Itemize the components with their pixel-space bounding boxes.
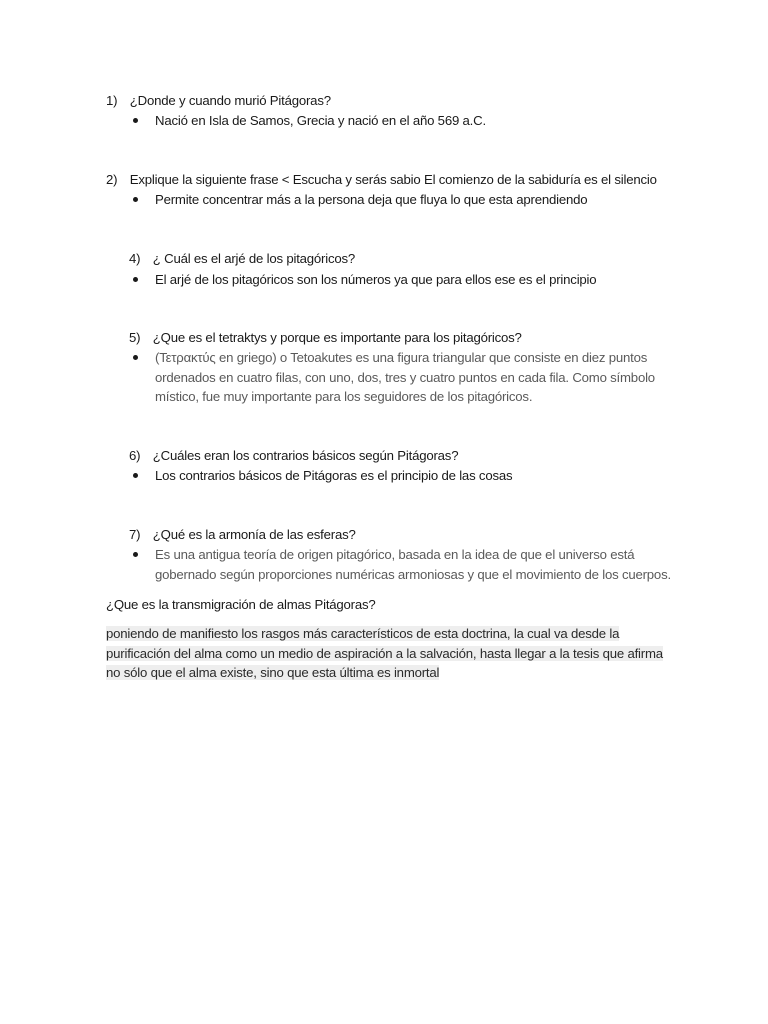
bullet-icon <box>133 277 138 282</box>
question-number: 6) <box>129 448 141 463</box>
highlighted-line: poniendo de manifiesto los rasgos más característicos de esta doctrina, la cual va desde la <box>106 626 620 641</box>
question-text: ¿Cuáles eran los contrarios básicos según Pitágoras? <box>152 448 459 463</box>
question-text: ¿ Cuál es el arjé de los pitagóricos? <box>152 251 356 266</box>
answer-line: místico, fue muy importante para los seguidores de los pitagóricos. <box>155 389 533 404</box>
answer-line: gobernado según proporciones numéricas armoniosas y que el movimiento de los cuerpos. <box>155 566 671 582</box>
bullet-icon <box>133 118 138 123</box>
answer-line: ordenados en cuatro filas, con uno, dos, tres y cuatro puntos en cada fila. Como símbolo <box>155 369 655 385</box>
bullet-icon <box>133 473 138 478</box>
question-text: ¿Que es el tetraktys y porque es importante para los pitagóricos? <box>152 330 522 345</box>
question-2 <box>106 172 657 188</box>
question-number: 5) <box>129 330 141 345</box>
answer-text: Nació en Isla de Samos, Grecia y nació en el año 569 a.C. <box>155 113 486 128</box>
question-7 <box>129 527 356 543</box>
answer-text: Permite concentrar más a la persona deja que fluya lo que esta aprendiendo <box>155 192 588 207</box>
answer-text: Los contrarios básicos de Pitágoras es el principio de las cosas <box>155 468 513 483</box>
highlighted-line: purificación del alma como un medio de aspiración a la salvación, hasta llegar a la tesis que afirma <box>106 645 663 661</box>
question-text: ¿Donde y cuando murió Pitágoras? <box>129 93 331 108</box>
question-6 <box>129 448 458 464</box>
bullet-icon <box>133 197 138 202</box>
answer-line: (Τετρακτύς en griego) o Tetoakutes es una figura triangular que consiste en diez puntos <box>155 350 648 365</box>
answer-text: El arjé de los pitagóricos son los números ya que para ellos ese es el principio <box>155 272 597 287</box>
question-5 <box>129 330 522 346</box>
question-number: 7) <box>129 527 141 542</box>
question-1 <box>106 93 331 109</box>
final-question: ¿Que es la transmigración de almas Pitágoras? <box>106 597 376 612</box>
question-4 <box>129 251 355 267</box>
bullet-icon <box>133 552 138 557</box>
final-answer <box>106 624 663 683</box>
question-number: 1) <box>106 93 118 108</box>
question-text: Explique la siguiente frase < Escucha y serás sabio El comienzo de la sabiduría es el silencio <box>129 172 657 187</box>
bullet-icon <box>133 355 138 360</box>
answer-line: Es una antigua teoría de origen pitagórico, basada en la idea de que el universo está <box>155 547 635 562</box>
question-text: ¿Qué es la armonía de las esferas? <box>152 527 356 542</box>
question-number: 4) <box>129 251 141 266</box>
highlighted-line: no sólo que el alma existe, sino que esta última es inmortal <box>106 665 440 680</box>
question-number: 2) <box>106 172 118 187</box>
